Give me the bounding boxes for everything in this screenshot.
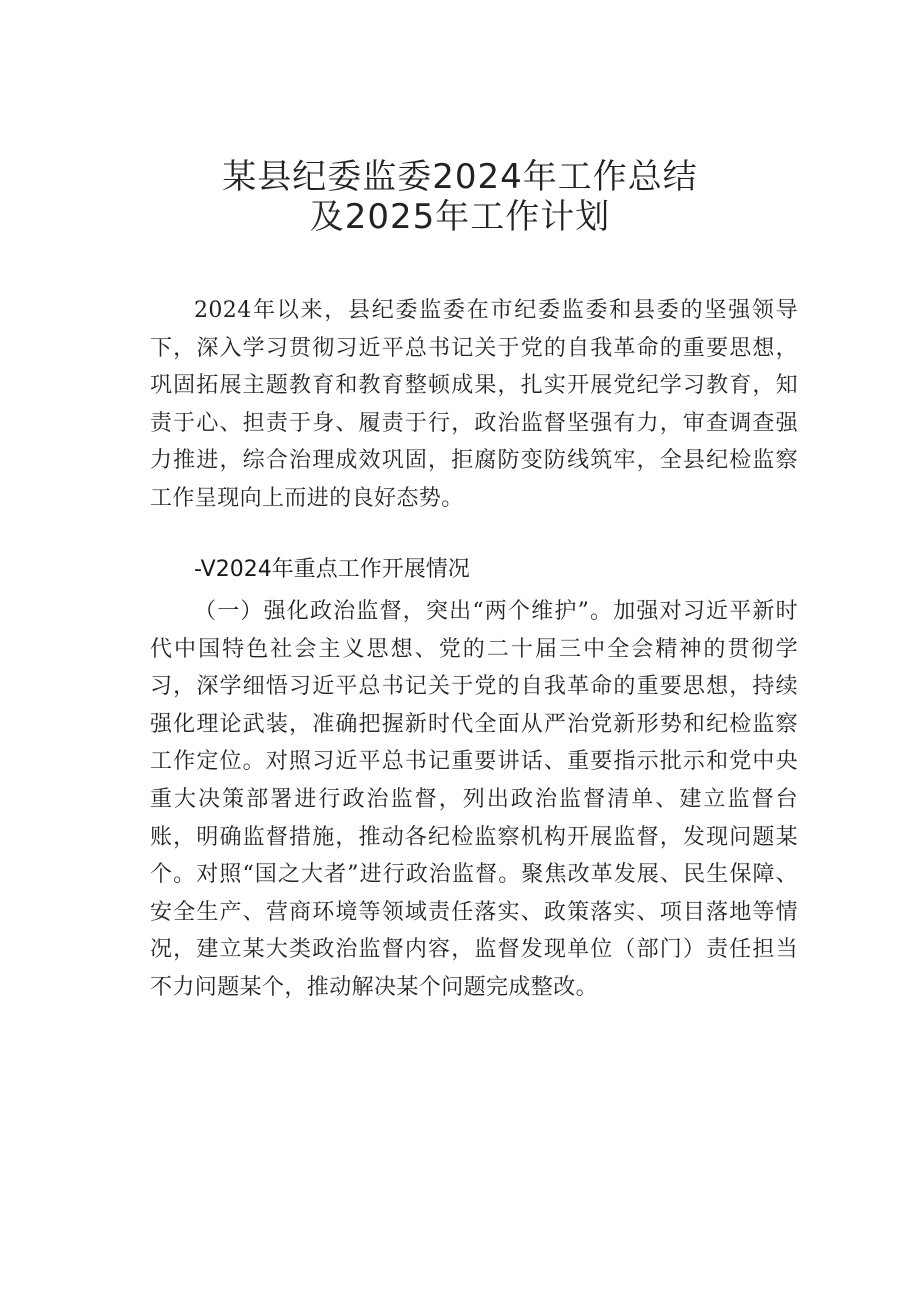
intro-paragraph: 2024年以来，县纪委监委在市纪委监委和县委的坚强领导下，深入学习贯彻习近平总书记关于党的自我革命的重要思想，巩固拓展主题教育和教育整顿成果，扎实开展党纪学习教育，知责于心、担责于身、履责于行，政治监督坚强有力，审查调查强力推进，综合治理成效巩固，拒腐防变防线筑牢，全县纪检监察工作呈现向上而进的良好态势。	[150, 298, 798, 511]
section-paragraph: （一）强化政治监督，突出“两个维护”。加强对习近平新时代中国特色社会主义思想、党的二十届三中全会精神的贯彻学习，深学细悟习近平总书记关于党的自我革命的重要思想，持续强化理论武装，准确把握新时代全面从严治党新形势和纪检监察工作定位。对照习近平总书记重要讲话、重要指示批示和党中央重大决策部署进行政治监督，列出政治监督清单、建立监督台账，明确监督措施，推动各纪检监察机构开展监督，发现问题某个。对照“国之大者”进行政治监督。聚焦改革发展、民生保障、安全生产、营商环境等领域责任落实、政策落实、项目落地等情况，建立某大类政治监督内容，监督发现单位（部门）责任担当不力问题某个，推动解决某个问题完成整改。	[150, 599, 798, 1000]
section-heading: -V2024年重点工作开展情况	[194, 557, 470, 582]
document-title-line-2: 及2025年工作计划	[309, 197, 611, 237]
document-title-line-1: 某县纪委监委2024年工作总结	[222, 157, 698, 197]
